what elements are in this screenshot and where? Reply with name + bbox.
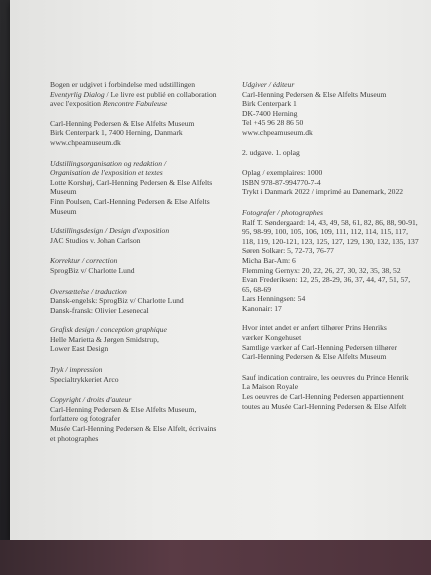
left-column <box>50 80 228 443</box>
ownership-line: værker Kongehuset <box>242 333 302 343</box>
ownership-fr-section <box>242 373 431 411</box>
section-heading: Tryk / impression <box>50 365 103 375</box>
photographers-section <box>242 208 431 314</box>
ownership-fr-line: toutes au Musée Carl-Henning Pedersen & Else Alfelt <box>242 401 407 411</box>
section-heading: Udstillingsdesign / Design d'exposition <box>50 226 170 236</box>
ownership-line: Samtlige værker af Carl-Henning Pedersen tilhører <box>242 342 397 352</box>
photographer-line: Søren Solkær: 5, 72-73, 76-77 <box>242 246 334 256</box>
ownership-line: Carl-Henning Pedersen & Else Alfelts Museum <box>242 352 387 362</box>
graphic-section <box>50 325 228 354</box>
section-body: Lotte Korshøj, Carl-Henning Pedersen & Else Alfelts <box>50 177 213 187</box>
section-body: Tel +45 96 28 86 50 <box>242 118 304 128</box>
exhibition-title-fr: Rencontre Fabuleuse <box>102 99 168 109</box>
museum-line: Carl-Henning Pedersen & Else Alfelts Museum <box>50 118 195 128</box>
translation-section <box>50 287 228 316</box>
print-info-line: Oplag / exemplaires: 1000 <box>242 168 323 178</box>
photographer-line: Flemming Gernyx: 20, 22, 26, 27, 30, 32, 35, 38, 52 <box>242 265 401 275</box>
edition-section <box>242 148 431 158</box>
section-heading: Grafisk design / conception graphique <box>50 325 167 335</box>
print-section <box>50 365 228 384</box>
section-body: Helle Marietta & Jørgen Smidstrup, <box>50 334 159 344</box>
intro-line-1: Bogen er udgivet i forbindelse med udstillingen <box>50 80 196 89</box>
photographer-line: Evan Frederiksen: 12, 25, 28-29, 36, 37, 44, 47, 51, 57, <box>242 275 411 285</box>
background-surface <box>0 540 431 575</box>
section-heading: Udstillingsorganisation og redaktion / <box>50 158 167 168</box>
museum-line: Birk Centerpark 1, 7400 Herning, Danmark <box>50 128 183 138</box>
section-body: DK-7400 Herning <box>242 108 298 118</box>
section-body: forfattere og fotografer <box>50 414 120 424</box>
section-body: Carl-Henning Pedersen & Else Alfelts Museum <box>242 89 387 99</box>
section-heading: Organisation de l'exposition et textes <box>50 168 163 178</box>
photographer-line: Lars Henningsen: 54 <box>242 294 306 304</box>
museum-line: www.chpeamuseum.dk <box>50 137 121 147</box>
section-heading: Oversættelse / traduction <box>50 286 127 296</box>
photographer-line: 118, 119, 120-121, 123, 125, 127, 129, 130, 132, 135, 137 <box>242 236 419 246</box>
intro-text <box>50 80 228 109</box>
section-heading: Fotografer / photographes <box>242 207 323 217</box>
ownership-section <box>242 323 431 361</box>
section-body: Lower East Design <box>50 344 109 354</box>
copyright-section <box>50 395 228 443</box>
photographer-line: Ralf T. Søndergaard: 14, 43, 49, 58, 61, 82, 86, 88, 90-91, <box>242 217 418 227</box>
publisher-section <box>242 80 431 138</box>
section-body: Dansk-engelsk: SprogBiz v/ Charlotte Lund <box>50 296 184 306</box>
section-body: www.chpeamuseum.dk <box>242 127 313 137</box>
photographer-line: 95, 98-99, 100, 105, 106, 109, 111, 112, 114, 115, 117, <box>242 227 409 237</box>
print-info-line: ISBN 978-87-994770-7-4 <box>242 177 321 187</box>
edition-line: 2. udgave. 1. oplag <box>242 147 300 157</box>
section-body: Carl-Henning Pedersen & Else Alfelts Museum, <box>50 404 197 414</box>
museum-address <box>50 119 228 148</box>
section-body: Musée Carl-Henning Pedersen & Else Alfelt, écrivains <box>50 424 217 434</box>
ownership-fr-line: Sauf indication contraire, les oeuvres du Prince Henrik <box>242 372 409 382</box>
ownership-fr-line: La Maison Royale <box>242 382 299 392</box>
section-body: Museum <box>50 187 77 197</box>
print-info-section <box>242 168 431 197</box>
photographer-line: 65, 68-69 <box>242 284 272 294</box>
section-body: Finn Poulsen, Carl-Henning Pedersen & Else Alfelts <box>50 196 210 206</box>
section-body: Birk Centerpark 1 <box>242 99 297 109</box>
ownership-fr-line: Les oeuvres de Carl-Henning Pedersen appartiennent <box>242 392 404 402</box>
section-body: SprogBiz v/ Charlotte Lund <box>50 265 135 275</box>
intro-line-3 <box>50 99 228 109</box>
section-body: Specialtrykkeriet Arco <box>50 374 119 384</box>
right-column <box>242 80 431 411</box>
section-body: JAC Studios v. Johan Carlson <box>50 235 141 245</box>
intro-line-2-rest: / Le livre est publié en collaboration <box>104 89 217 99</box>
section-body: et photographes <box>50 433 99 443</box>
intro-line-2 <box>50 90 228 100</box>
photographer-line: Kanonair: 17 <box>242 303 282 313</box>
design-section <box>50 226 228 245</box>
section-heading: Copyright / droits d'auteur <box>50 395 132 405</box>
section-body: Museum <box>50 206 77 216</box>
book-page <box>10 0 431 540</box>
photographer-line: Micha Bar-Am: 6 <box>242 255 296 265</box>
exhibition-title-da: Eventyrlig Dialog <box>50 89 105 99</box>
correction-section <box>50 256 228 275</box>
section-body: Dansk-fransk: Olivier Lesenecal <box>50 305 149 315</box>
intro-line-3-pre: avec l'exposition <box>50 99 103 109</box>
section-heading: Korrektur / correction <box>50 256 118 266</box>
print-info-line: Trykt i Danmark 2022 / imprimé au Danemark, 2022 <box>242 187 404 197</box>
ownership-line: Hvor intet andet er anført tilhører Prins Henriks <box>242 323 387 333</box>
organisation-section <box>50 159 228 217</box>
section-heading: Udgiver / éditeur <box>242 80 295 89</box>
